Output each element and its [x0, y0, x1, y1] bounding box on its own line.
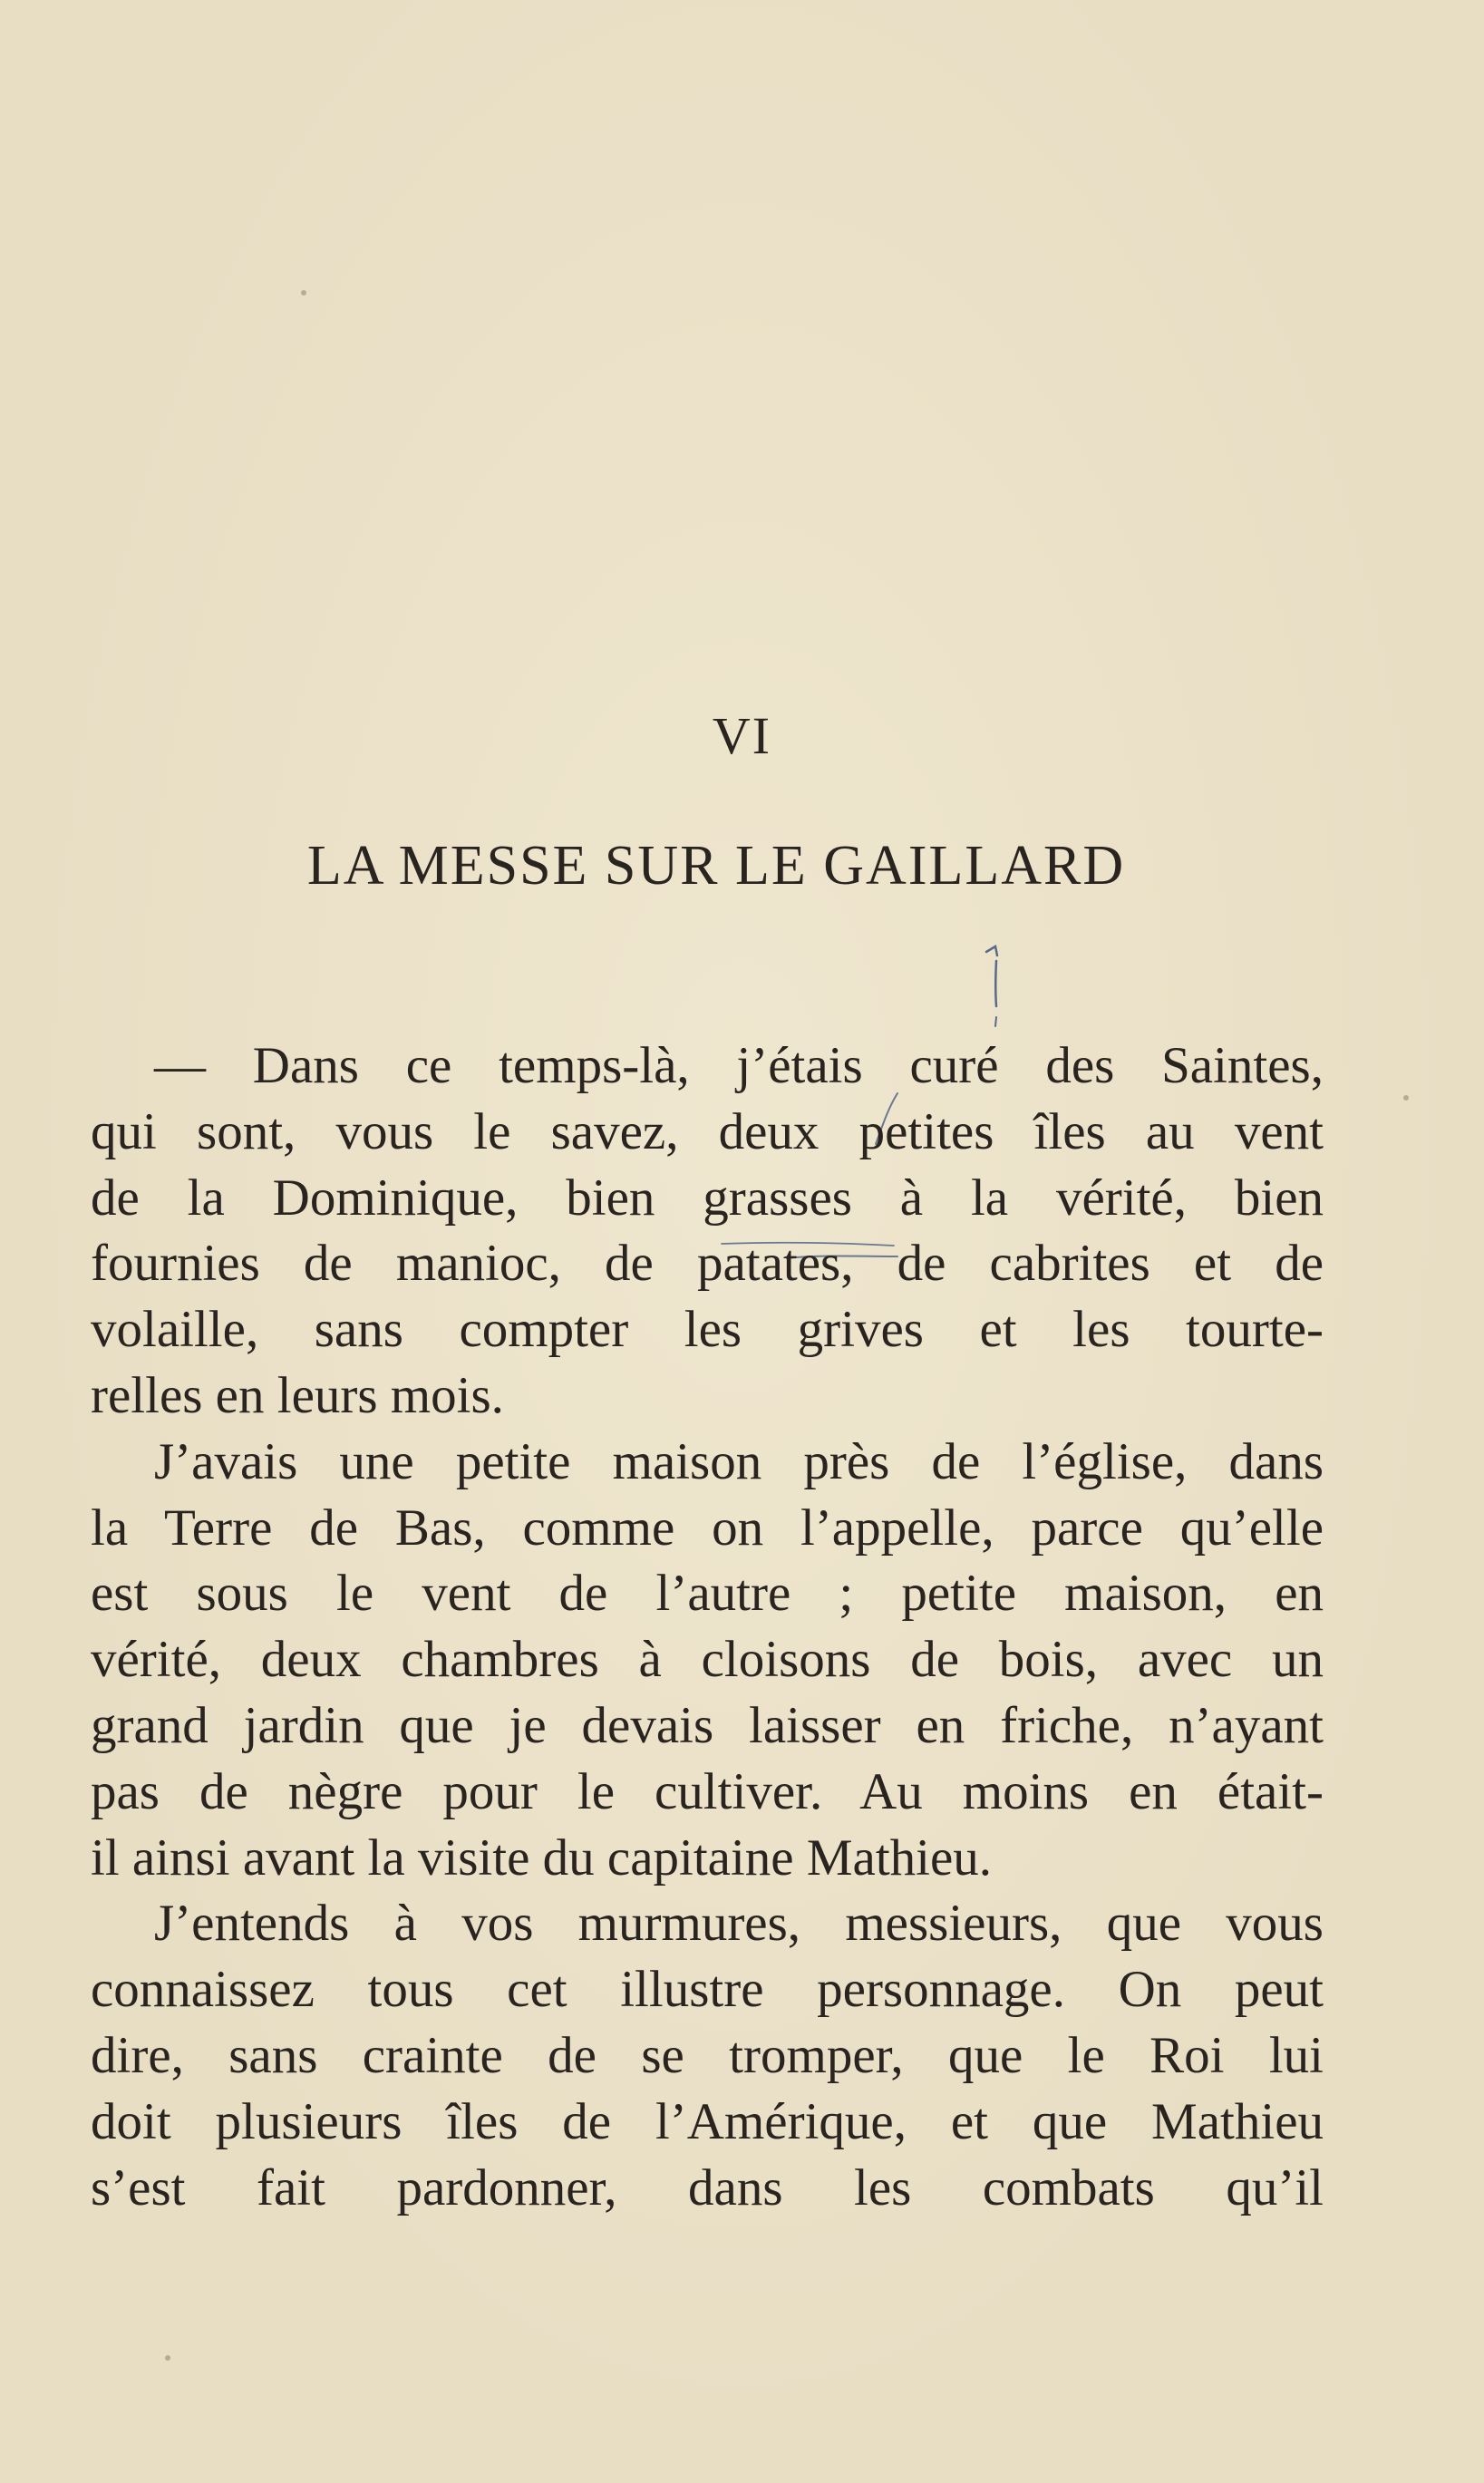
text-line: s’est fait pardonner, dans les combats qu’il [91, 2158, 1324, 2216]
text-line: il ainsi avant la visite du capitaine Mathieu. [91, 1828, 993, 1886]
text-line: volaille, sans compter les grives et les tourte- [91, 1301, 1324, 1359]
text-line: relles en leurs mois. [91, 1366, 504, 1424]
text-line: qui sont, vous le savez, deux petites îles au vent [91, 1102, 1324, 1160]
show-through-text [100, 172, 1351, 238]
text-line: la Terre de Bas, comme on l’appelle, parce qu’elle [91, 1499, 1324, 1557]
chapter-title: LA MESSE SUR LE GAILLARD [306, 835, 1126, 897]
text-line: est sous le vent de l’autre ; petite maison, en [91, 1565, 1324, 1623]
paragraph-2 [91, 1430, 1324, 1892]
paper-speck [165, 2355, 170, 2361]
text-line: vérité, deux chambres à cloisons de bois, avec un [91, 1631, 1324, 1689]
pencil-annotation-mark [977, 943, 1014, 1033]
text-line: pas de nègre pour le cultiver. Au moins en était- [91, 1762, 1324, 1820]
text-line: de la Dominique, bien grasses à la vérité, bien [91, 1169, 1324, 1227]
text-line: J’avais une petite maison près de l’église, dans [154, 1432, 1324, 1490]
text-line: J’entends à vos murmures, messieurs, que vous [154, 1895, 1324, 1953]
text-line: — Dans ce temps-là, j’étais curé des Saintes, [154, 1037, 1324, 1094]
text-line: grand jardin que je devais laisser en friche, n’ayant [91, 1696, 1324, 1754]
paragraph-3 [91, 1891, 1324, 2221]
text-line: connaissez tous cet illustre personnage. On peut [91, 1961, 1324, 2019]
chapter-number: VI [712, 706, 772, 765]
text-line: dire, sans crainte de se tromper, que le Roi lui [91, 2026, 1324, 2084]
chapter-body [91, 1033, 1324, 2221]
paper-speck [1403, 1095, 1409, 1101]
paragraph-1 [91, 1033, 1324, 1430]
text-line: fournies de manioc, de patates, de cabrites et de [91, 1235, 1324, 1293]
text-line: doit plusieurs îles de l’Amérique, et que Mathieu [91, 2092, 1324, 2150]
paper-speck [301, 290, 306, 296]
